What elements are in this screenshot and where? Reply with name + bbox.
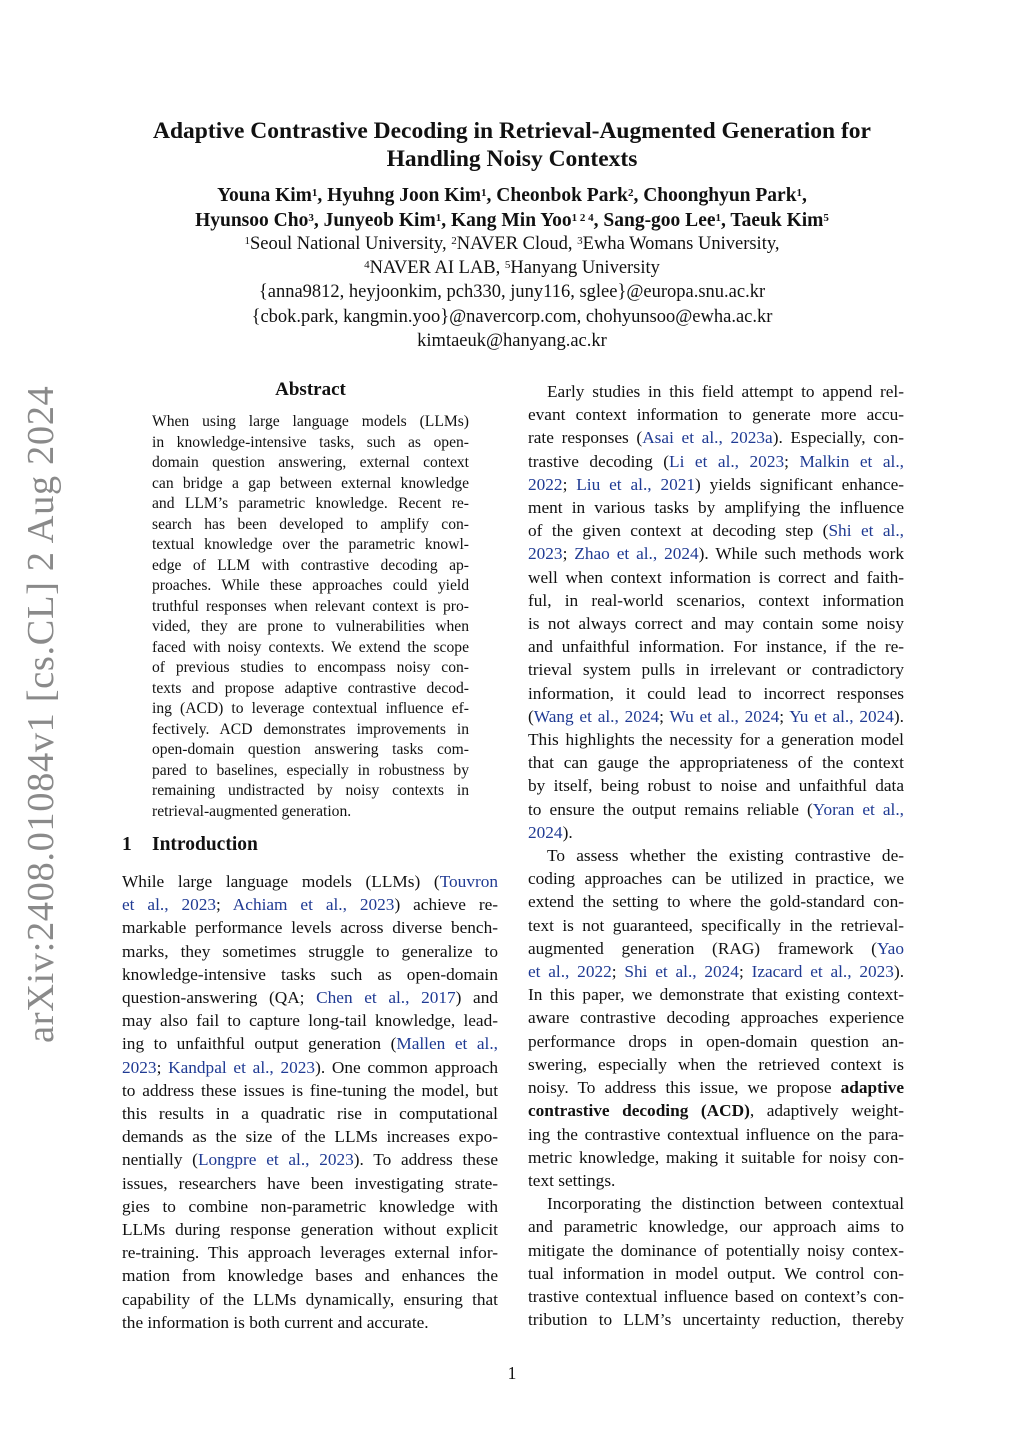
abstract-line: can bridge a gap between external knowledge: [152, 474, 469, 492]
author-name: Hyunsoo Cho: [195, 209, 309, 231]
text-line: augmented generation (RAG) framework (Yao: [528, 938, 904, 958]
abstract-line: retrieval-augmented generation.: [152, 802, 352, 820]
text-line: 2022; Liu et al., 2021) yields significant enhance-: [528, 474, 904, 494]
text-line: knowledge-intensive tasks such as open-domain: [122, 964, 498, 984]
text-line: trastive contextual influence based on context’s con-: [528, 1286, 904, 1306]
title-line-1: Adaptive Contrastive Decoding in Retrieval-Augmented Generation for: [153, 118, 871, 144]
text-line: This highlights the necessity for a generation model: [528, 730, 904, 750]
arxiv-identifier-stamp: arXiv:2408.01084v1 [cs.CL] 2 Aug 2024: [20, 385, 62, 1043]
text-line: et al., 2023; Achiam et al., 2023) achieve re-: [122, 895, 498, 915]
citation-link[interactable]: 2023: [122, 1057, 157, 1077]
affil-line-2: [120, 256, 904, 280]
citation-link[interactable]: Touvron: [439, 872, 498, 891]
citation-link[interactable]: et al., 2023: [122, 895, 217, 915]
citation-link[interactable]: Asai et al., 2023a: [642, 428, 773, 448]
citation-link[interactable]: Kandpal et al., 2023: [168, 1057, 316, 1077]
text-line: text settings.: [528, 1170, 616, 1190]
affil-mark: 1 2 4: [571, 211, 594, 224]
citation-link[interactable]: Li et al., 2023: [669, 451, 785, 471]
intro-right-column: [528, 380, 904, 1331]
affil-mark: 4: [364, 259, 370, 272]
emphasis-text: contrastive decoding (ACD): [528, 1101, 750, 1121]
citation-link[interactable]: 2023: [528, 544, 563, 564]
author-name: , Kang Min Yoo: [441, 209, 572, 231]
citation-link[interactable]: Izacard et al., 2023: [751, 962, 894, 982]
text-line: ment in various tasks by amplifying the influence: [528, 498, 904, 518]
author-name: , Choonghyun Park: [633, 185, 797, 206]
citation-link[interactable]: et al., 2022: [528, 962, 612, 982]
abstract-line: remaining undistracted by noisy contexts in: [152, 782, 469, 799]
text-line: extend the setting to where the gold-standard con-: [528, 892, 904, 912]
abstract-line: ing (ACD) to leverage contextual influence ef-: [152, 700, 469, 717]
abstract-line: vided, they are prone to vulnerabilities when: [152, 618, 469, 635]
text-line: To assess whether the existing contrastive de-: [547, 846, 904, 866]
author-name: , Cheonbok Park: [486, 185, 628, 206]
affil-mark: 1: [796, 187, 803, 199]
affil-line-1: [120, 232, 904, 256]
abstract-line: domain question answering, external context: [152, 454, 469, 471]
text-line: re-training. This approach leverages external infor-: [122, 1243, 498, 1263]
abstract-line: When using large language models (LLMs): [152, 413, 469, 430]
author-list: [120, 184, 904, 233]
text-line: Early studies in this field attempt to append rel-: [547, 382, 904, 401]
text-line: aware contrastive decoding approaches experience: [528, 1008, 904, 1028]
abstract-line: and LLM’s parametric knowledge. Recent re-: [152, 495, 469, 512]
citation-link[interactable]: Shi et al.,: [828, 521, 905, 541]
text-line: capability of the LLMs dynamically, ensuring that: [122, 1289, 498, 1309]
abstract-line: faced with noisy contexts. We extend the scope: [152, 638, 469, 656]
affil-text: Hanyang University: [510, 258, 660, 279]
text-line: LLMs during response generation without explicit: [122, 1220, 498, 1240]
author-line-1: [120, 184, 904, 209]
abstract-line: edge of LLM with contrastive decoding ap-: [152, 556, 469, 574]
text-line: ful, in real-world scenarios, context information: [528, 590, 904, 610]
text-line: trieval system pulls in irrelevant or contradictory: [528, 660, 904, 680]
text-line: mation from knowledge bases and enhances the: [122, 1266, 498, 1286]
citation-link[interactable]: Shi et al., 2024: [624, 962, 739, 982]
section-title: Introduction: [152, 834, 258, 855]
text-line: that can gauge the appropriateness of the context: [528, 753, 904, 773]
citation-link[interactable]: Malkin et al.,: [799, 451, 904, 471]
text-line: question-answering (QA; Chen et al., 2017) and: [122, 988, 498, 1008]
text-line: evant context information to generate more accu-: [528, 405, 904, 425]
text-line: gies to combine non-parametric knowledge with: [122, 1196, 498, 1216]
author-name: , Hyuhng Joon Kim: [317, 185, 482, 206]
text-line: rate responses (Asai et al., 2023a). Especially, con-: [528, 428, 904, 448]
text-line: to ensure the output remains reliable (Yoran et al.,: [528, 799, 905, 819]
text-line: ing the contrastive contextual influence on the para-: [528, 1124, 904, 1144]
abstract-line: pared to baselines, especially in robustness by: [152, 761, 469, 779]
citation-link[interactable]: Yu et al., 2024: [789, 706, 894, 726]
text-line: 2023; Kandpal et al., 2023). One common approach: [122, 1057, 499, 1077]
paper-title: [120, 117, 904, 173]
text-line: well when context information is correct and faith-: [528, 567, 904, 587]
text-line: In this paper, we demonstrate that existing context-: [528, 985, 904, 1005]
author-line-2: [120, 209, 904, 234]
citation-link[interactable]: Chen et al., 2017: [316, 988, 456, 1008]
citation-link[interactable]: Liu et al., 2021: [576, 474, 696, 494]
affil-text: NAVER AI LAB,: [369, 258, 505, 279]
text-line: markable performance levels across diverse bench-: [122, 918, 498, 938]
affil-mark: 1: [715, 211, 721, 224]
text-line: metric knowledge, making it suitable for noisy con-: [528, 1147, 904, 1167]
text-line: is not always correct and may contain some noisy: [528, 614, 904, 634]
abstract-line: search has been developed to amplify con-: [152, 515, 469, 533]
affil-mark: 3: [308, 211, 314, 224]
citation-link[interactable]: Wu et al., 2024: [669, 706, 780, 726]
text-line: coding approaches can be utilized in practice, we: [528, 869, 904, 889]
text-line: Incorporating the distinction between contextual: [547, 1194, 904, 1214]
text-line: (Wang et al., 2024; Wu et al., 2024; Yu et al., 2024).: [528, 706, 904, 726]
email-line-2: {cbok.park, kangmin.yoo}@navercorp.com, chohyunsoo@ewha.ac.kr: [251, 306, 773, 327]
citation-link[interactable]: 2024: [528, 822, 563, 842]
affil-mark: 2: [451, 235, 457, 247]
affiliations: [120, 232, 904, 353]
text-line: this results in a quadratic rise in computational: [122, 1104, 498, 1124]
abstract-heading: Abstract: [275, 379, 346, 400]
citation-link[interactable]: Achiam et al., 2023: [232, 895, 395, 915]
section-heading-introduction: [122, 834, 258, 856]
section-number: 1: [122, 834, 132, 855]
affil-text: NAVER Cloud,: [456, 234, 578, 254]
author-name: , Sang-goo Lee: [593, 209, 716, 231]
citation-link[interactable]: Wang et al., 2024: [533, 706, 660, 726]
emphasis-text: adaptive: [840, 1078, 904, 1098]
text-line: trastive decoding (Li et al., 2023; Malkin et al.,: [528, 451, 904, 471]
affil-mark: 1: [481, 187, 487, 199]
abstract-line: texts and propose adaptive contrastive decod-: [152, 679, 469, 697]
affil-mark: 1: [435, 211, 442, 224]
text-line: 2024).: [528, 822, 573, 842]
citation-link[interactable]: Yoran et al.,: [812, 799, 905, 819]
citation-link[interactable]: Longpre et al., 2023: [197, 1150, 354, 1170]
text-line: by itself, being robust to noise and unfaithful data: [528, 776, 904, 796]
citation-link[interactable]: Mallen et al.,: [396, 1034, 498, 1054]
text-line: tual information in model output. We control con-: [528, 1263, 904, 1283]
text-line: and unfaithful information. For instance, if the re-: [528, 637, 904, 657]
page-number: 1: [507, 1363, 517, 1383]
text-line: marks, they sometimes struggle to generalize to: [122, 941, 498, 961]
text-line: noisy. To address this issue, we propose adaptive: [528, 1078, 904, 1098]
citation-link[interactable]: Zhao et al., 2024: [574, 544, 699, 564]
text-line: information, it could lead to incorrect responses: [528, 683, 904, 703]
text-line: and parametric knowledge, our approach aims to: [528, 1217, 904, 1237]
author-name: Youna Kim: [217, 185, 312, 206]
author-separator: ,: [802, 185, 807, 206]
text-line: mitigate the dominance of potentially noisy contex-: [528, 1240, 904, 1260]
affil-mark: 2: [627, 187, 634, 199]
text-line: to address these issues is fine-tuning the model, but: [122, 1080, 498, 1100]
text-line: the information is both current and accurate.: [122, 1312, 429, 1332]
abstract-line: fectively. ACD demonstrates improvements in: [152, 720, 469, 738]
text-line: tribution to LLM’s uncertainty reduction, thereby: [528, 1310, 904, 1330]
text-line: may also fail to capture long-tail knowledge, lead-: [122, 1011, 498, 1031]
text-line: 2023; Zhao et al., 2024). While such methods work: [528, 544, 905, 564]
email-line-1: {anna9812, heyjoonkim, pch330, juny116, sglee}@europa.snu.ac.kr: [258, 282, 766, 303]
title-line-2: Handling Noisy Contexts: [386, 146, 638, 172]
affil-text: Seoul National University,: [249, 234, 452, 254]
intro-left-column: [122, 870, 498, 1334]
text-line: text is not guaranteed, specifically in the retrieval-: [528, 915, 904, 935]
author-name: , Junyeob Kim: [313, 209, 436, 231]
citation-link[interactable]: Yao: [876, 938, 904, 958]
text-line: ing to unfaithful output generation (Mallen et al.,: [122, 1034, 498, 1054]
abstract-body: [152, 412, 469, 822]
affil-mark: 5: [504, 259, 511, 272]
affil-mark: 1: [311, 187, 318, 199]
abstract-line: truthful responses when relevant context is pro-: [152, 597, 469, 615]
text-line: swering, especially when the retrieved context is: [528, 1054, 904, 1074]
abstract-line: textual knowledge over the parametric knowl-: [152, 536, 469, 553]
abstract-line: open-domain question answering tasks com-: [152, 741, 469, 758]
abstract-line: in knowledge-intensive tasks, such as open-: [152, 433, 469, 451]
text-line: nentially (Longpre et al., 2023). To address these: [122, 1150, 498, 1170]
affil-text: Ewha Womans University,: [582, 234, 780, 254]
text-line: While large language models (LLMs) (Touvron: [122, 872, 498, 891]
citation-link[interactable]: 2022: [528, 474, 563, 494]
abstract-line: of previous studies to encompass noisy con-: [152, 659, 469, 676]
email-line-3: kimtaeuk@hanyang.ac.kr: [417, 330, 607, 351]
text-line: of the given context at decoding step (Shi et al.,: [528, 521, 905, 541]
affil-mark: 1: [244, 235, 250, 247]
text-line: demands as the size of the LLMs increases expo-: [122, 1127, 498, 1147]
abstract-line: proaches. While these approaches could yield: [152, 577, 469, 594]
affil-mark: 3: [577, 235, 583, 247]
text-line: et al., 2022; Shi et al., 2024; Izacard et al., 2023).: [528, 962, 905, 982]
text-line: performance drops in open-domain question an-: [528, 1031, 904, 1051]
author-name: , Taeuk Kim: [721, 209, 824, 231]
affil-mark: 5: [823, 211, 829, 224]
text-line: contrastive decoding (ACD), adaptively weight-: [528, 1101, 904, 1121]
text-line: issues, researchers have been investigating strate-: [122, 1173, 498, 1193]
